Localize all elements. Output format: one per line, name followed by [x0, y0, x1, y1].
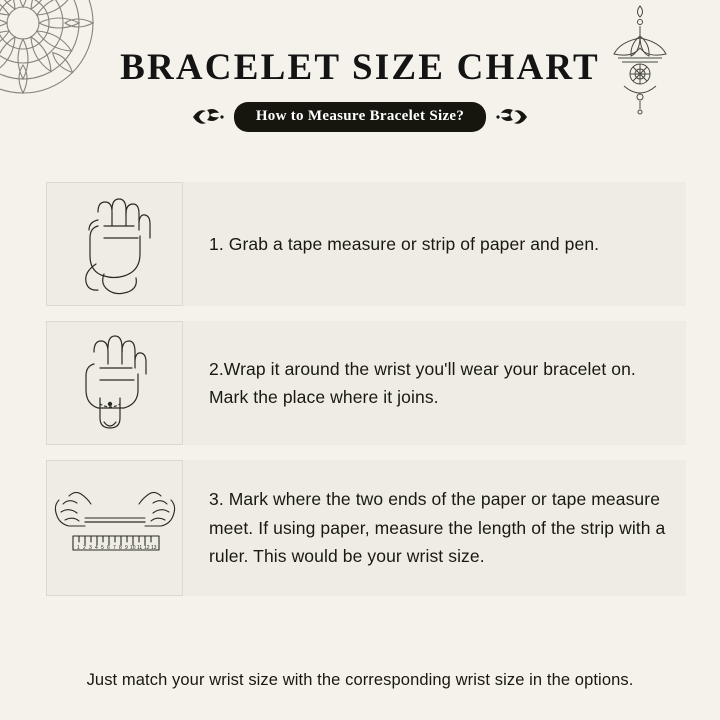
- list-item: [0, 182, 720, 306]
- svg-text:13: 13: [150, 545, 157, 551]
- step-figure-3: [46, 460, 183, 596]
- svg-text:8: 8: [118, 545, 122, 551]
- step-body-2: [183, 321, 686, 445]
- svg-text:4: 4: [94, 545, 98, 551]
- step-text: 1. Grab a tape measure or strip of paper and pen.: [209, 233, 600, 254]
- wrist-wrapped-with-tape-icon: [60, 326, 170, 441]
- svg-text:3: 3: [88, 545, 92, 551]
- steps-list: [0, 182, 720, 611]
- subtitle-row: [0, 102, 720, 132]
- svg-text:7: 7: [112, 545, 116, 551]
- flourish-icon: [495, 106, 529, 128]
- subtitle-pill: How to Measure Bracelet Size?: [234, 102, 486, 132]
- svg-text:5: 5: [100, 545, 104, 551]
- list-item: [0, 321, 720, 445]
- svg-text:1: 1: [76, 545, 80, 551]
- flourish-icon: [191, 106, 225, 128]
- page-header: [0, 48, 720, 132]
- svg-text:6: 6: [106, 545, 110, 551]
- svg-text:2: 2: [82, 545, 86, 551]
- step-figure-2: [46, 321, 183, 445]
- step-text: 3. Mark where the two ends of the paper or tape measure meet. If using paper, measure the length of the strip with a ruler. This would be your wrist size.: [209, 489, 666, 567]
- svg-text:11: 11: [136, 545, 142, 551]
- step-figure-1: [46, 182, 183, 306]
- step-body-3: [183, 460, 686, 596]
- step-body-1: [183, 182, 686, 306]
- svg-text:10: 10: [129, 545, 136, 551]
- footer-note: Just match your wrist size with the corresponding wrist size in the options.: [86, 671, 634, 689]
- svg-text:9: 9: [124, 545, 128, 551]
- page-title: BRACELET SIZE CHART: [120, 47, 600, 88]
- step-text: 2.Wrap it around the wrist you'll wear your bracelet on. Mark the place where it joins.: [209, 358, 636, 407]
- list-item: [0, 460, 720, 596]
- svg-text:12: 12: [143, 545, 150, 551]
- hands-measuring-strip-with-ruler-icon: [51, 478, 179, 578]
- fist-with-tape-measure-icon: [60, 190, 170, 298]
